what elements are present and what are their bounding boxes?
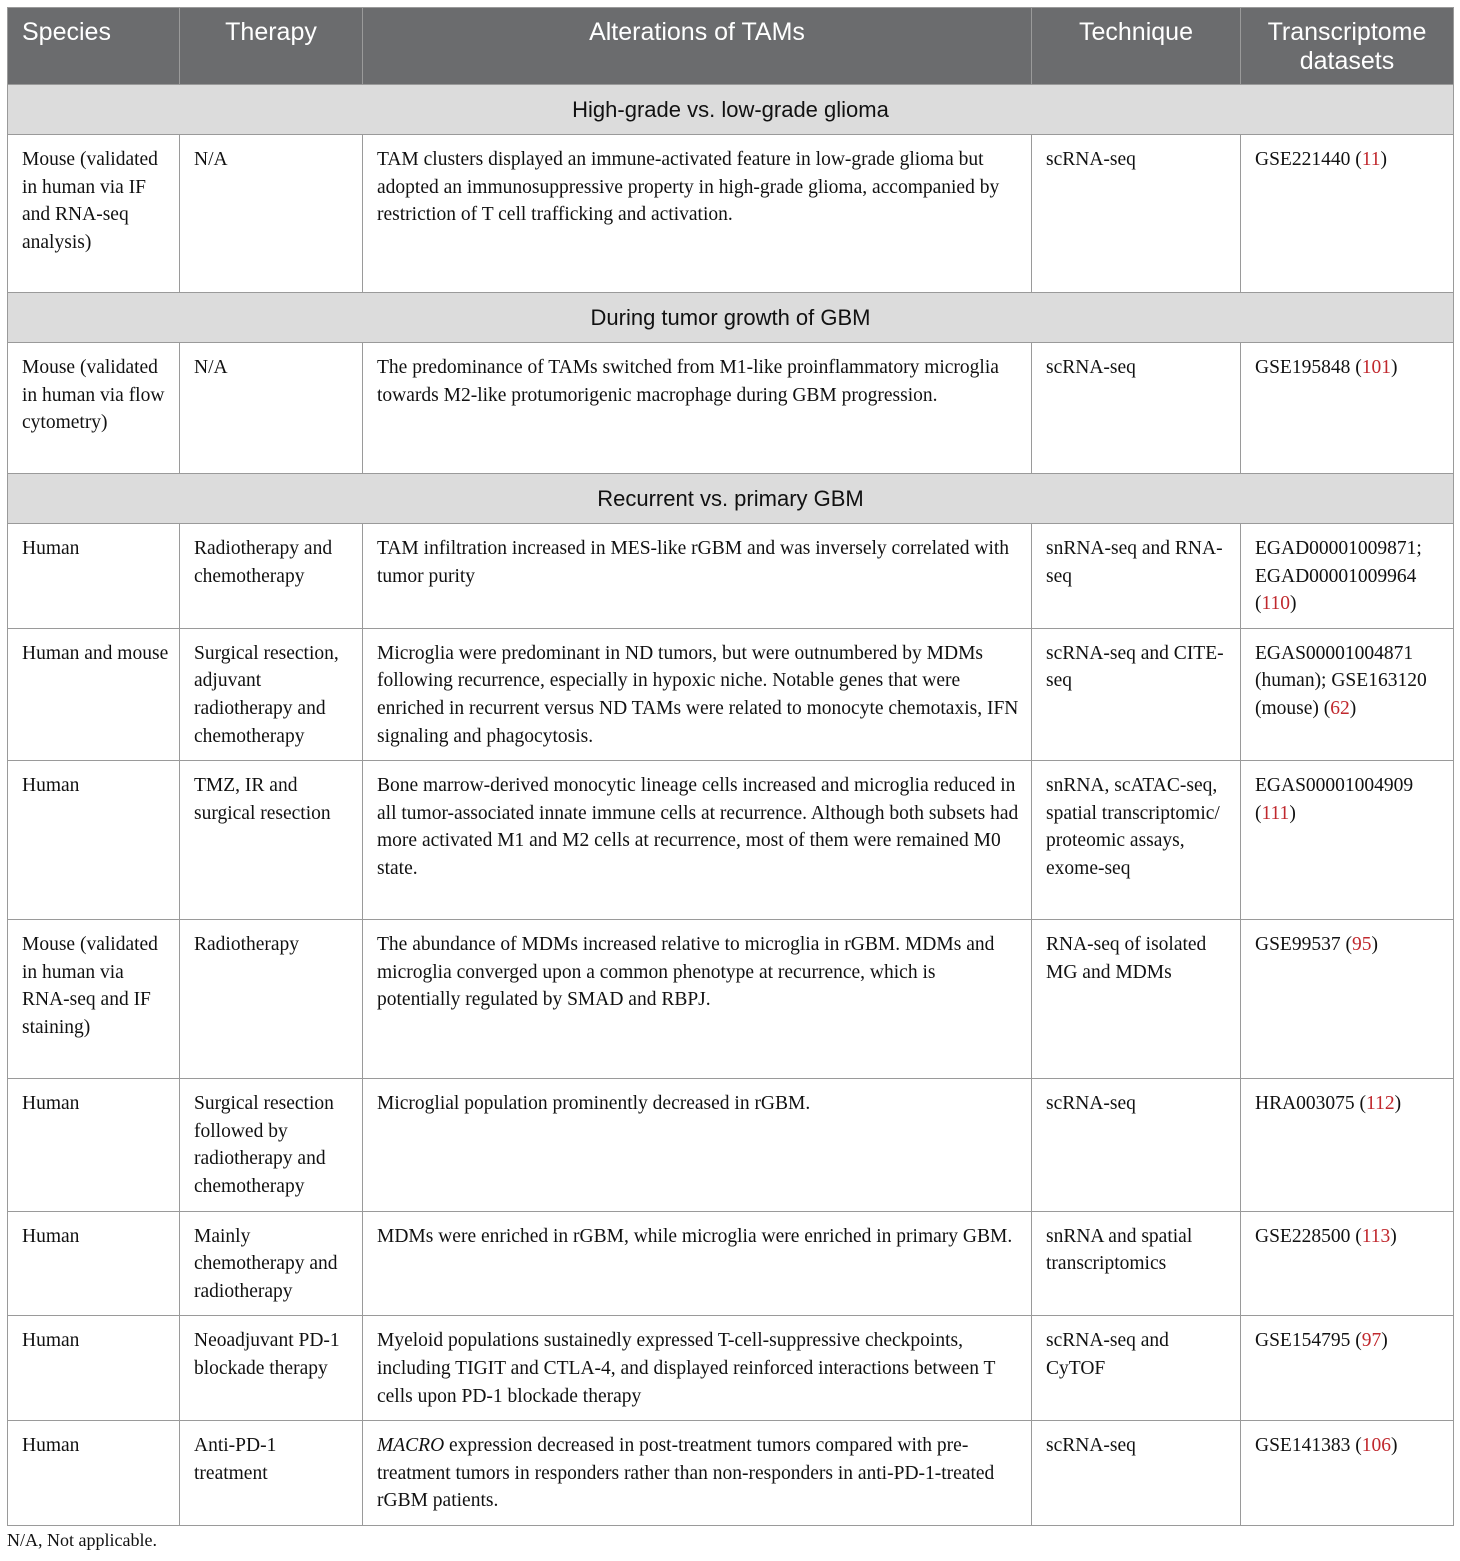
dataset-id: GSE228500 ( (1255, 1225, 1362, 1247)
alteration-cell (363, 1316, 1032, 1421)
table-row (8, 1316, 1454, 1421)
dataset-id: EGAS00001004871 (human); GSE163120 (mouse) ( (1255, 642, 1427, 719)
alteration-cell (363, 1079, 1032, 1211)
dataset-id: EGAD00001009871; EGAD00001009964 ( (1255, 538, 1422, 615)
technique-cell: scRNA-seq (1032, 135, 1241, 293)
species-cell: Human (8, 1421, 180, 1526)
therapy-cell: Radiotherapy (180, 920, 363, 1079)
therapy-cell: Mainly chemotherapy and radiotherapy (180, 1211, 363, 1316)
species-cell: Human (8, 1316, 180, 1421)
alteration-cell (363, 628, 1032, 760)
table-row (8, 343, 1454, 474)
technique-cell: scRNA-seq (1032, 343, 1241, 474)
table-row (8, 761, 1454, 920)
technique-cell: scRNA-seq (1032, 1421, 1241, 1526)
dataset-cell (1241, 135, 1454, 293)
section-row (8, 293, 1454, 343)
dataset-id: HRA003075 ( (1255, 1093, 1367, 1115)
reference-link[interactable]: 112 (1366, 1093, 1395, 1115)
reference-link[interactable]: 113 (1361, 1225, 1391, 1247)
section-row (8, 474, 1454, 524)
dataset-cell (1241, 524, 1454, 629)
alteration-text: MDMs were enriched in rGBM, while microglia were enriched in primary GBM. (377, 1225, 1013, 1247)
dataset-id: GSE99537 ( (1255, 934, 1352, 956)
reference-link[interactable]: 111 (1261, 802, 1290, 824)
dataset-id: GSE195848 ( (1255, 357, 1362, 378)
species-cell: Human (8, 761, 180, 920)
dataset-close: ) (1289, 802, 1296, 824)
table-row (8, 920, 1454, 1079)
dataset-close: ) (1390, 357, 1398, 378)
table-row (8, 135, 1454, 293)
technique-cell: snRNA, scATAC-seq, spatial transcriptomic/ proteomic assays, exome-seq (1032, 761, 1241, 920)
species-cell: Human (8, 524, 180, 629)
reference-link[interactable]: 11 (1361, 149, 1381, 170)
therapy-cell: Neoadjuvant PD-1 blockade therapy (180, 1316, 363, 1421)
therapy-cell: N/A (180, 343, 363, 474)
alteration-text: Microglia were predominant in ND tumors, but were outnumbered by MDMs following recurrence, especially in hypoxic niche. Notable genes that were enriched in recurrent versus ND TAMs were related to monocyte chemotaxis, IFN signaling and phagocytosis. (377, 642, 1019, 747)
dataset-cell (1241, 1316, 1454, 1421)
table-container (7, 7, 1453, 1526)
reference-link[interactable]: 106 (1361, 1435, 1391, 1457)
alteration-text: TAM infiltration increased in MES-like rGBM and was inversely correlated with tumor purity (377, 538, 1010, 587)
technique-cell: scRNA-seq (1032, 1079, 1241, 1211)
technique-cell: scRNA-seq and CyTOF (1032, 1316, 1241, 1421)
dataset-close: ) (1381, 1330, 1388, 1352)
species-cell: Human (8, 1211, 180, 1316)
dataset-cell (1241, 1211, 1454, 1316)
therapy-cell: Surgical resection, adjuvant radiotherapy and chemotherapy (180, 628, 363, 760)
dataset-close: ) (1371, 934, 1378, 956)
table-row (8, 628, 1454, 760)
reference-link[interactable]: 97 (1361, 1330, 1382, 1352)
technique-cell: RNA-seq of isolated MG and MDMs (1032, 920, 1241, 1079)
reference-link[interactable]: 101 (1361, 357, 1391, 378)
alteration-text: Myeloid populations sustainedly expressed T-cell-suppressive checkpoints, including TIGIT and CTLA-4, and displayed reinforced interactions between T cells upon PD-1 blockade therapy (377, 1330, 996, 1407)
dataset-close: ) (1349, 697, 1357, 719)
dataset-close: ) (1394, 1093, 1402, 1115)
alteration-cell (363, 343, 1032, 474)
alteration-cell (363, 1211, 1032, 1316)
therapy-cell: Anti-PD-1 treatment (180, 1421, 363, 1526)
therapy-cell: N/A (180, 135, 363, 293)
technique-cell: scRNA-seq and CITE-seq (1032, 628, 1241, 760)
tam-alterations-table (7, 7, 1454, 1526)
header-row (8, 8, 1454, 85)
dataset-id: GSE154795 ( (1255, 1330, 1362, 1352)
alteration-cell (363, 524, 1032, 629)
section-title: During tumor growth of GBM (8, 293, 1454, 343)
dataset-cell (1241, 1421, 1454, 1526)
reference-link[interactable]: 95 (1351, 934, 1372, 956)
reference-link[interactable]: 110 (1261, 593, 1291, 615)
dataset-close: ) (1380, 149, 1387, 170)
dataset-close: ) (1390, 1435, 1398, 1457)
table-row (8, 1421, 1454, 1526)
header-datasets: Transcriptome datasets (1241, 8, 1454, 85)
dataset-cell (1241, 1079, 1454, 1211)
footnote: N/A, Not applicable. (7, 1530, 157, 1550)
technique-cell: snRNA-seq and RNA-seq (1032, 524, 1241, 629)
alteration-cell (363, 920, 1032, 1079)
alteration-cell (363, 135, 1032, 293)
alteration-text: expression decreased in post-treatment tumors compared with pre-treatment tumors in responders rather than non-responders in anti-PD-1-treated rGBM patients. (377, 1435, 995, 1512)
dataset-close: ) (1390, 1225, 1397, 1247)
species-cell: Human and mouse (8, 628, 180, 760)
therapy-cell: TMZ, IR and surgical resection (180, 761, 363, 920)
species-cell: Human (8, 1079, 180, 1211)
section-row (8, 85, 1454, 135)
alteration-cell (363, 761, 1032, 920)
dataset-id: GSE221440 ( (1255, 149, 1362, 170)
table-row (8, 1211, 1454, 1316)
technique-cell: snRNA and spatial transcriptomics (1032, 1211, 1241, 1316)
species-cell: Mouse (validated in human via RNA-seq and IF staining) (8, 920, 180, 1079)
dataset-id: GSE141383 ( (1255, 1435, 1362, 1457)
header-species: Species (8, 8, 180, 85)
alteration-text: Microglial population prominently decreased in rGBM. (377, 1093, 811, 1115)
dataset-cell (1241, 343, 1454, 474)
alteration-text: Bone marrow-derived monocytic lineage cells increased and microglia reduced in all tumor-associated innate immune cells at recurrence. Although both subsets had more activated M1 and M2 cells at recurrence, most of them were remained M0 state. (377, 775, 1019, 879)
table-row (8, 1079, 1454, 1211)
header-technique: Technique (1032, 8, 1241, 85)
dataset-cell (1241, 761, 1454, 920)
therapy-cell: Surgical resection followed by radiotherapy and chemotherapy (180, 1079, 363, 1211)
dataset-close: ) (1290, 593, 1297, 615)
table-body (8, 85, 1454, 1526)
gene-name: MACRO (377, 1435, 445, 1457)
alteration-text: The predominance of TAMs switched from M1-like proinflammatory microglia towards M2-like protumorigenic macrophage during GBM progression. (377, 357, 999, 406)
reference-link[interactable]: 62 (1330, 697, 1350, 719)
table-row (8, 524, 1454, 629)
dataset-cell (1241, 920, 1454, 1079)
alteration-cell (363, 1421, 1032, 1526)
therapy-cell: Radiotherapy and chemotherapy (180, 524, 363, 629)
alteration-text: TAM clusters displayed an immune-activated feature in low-grade glioma but adopted an immunosuppressive property in high-grade glioma, accompanied by restriction of T cell trafficking and activation. (377, 149, 1000, 226)
section-title: Recurrent vs. primary GBM (8, 474, 1454, 524)
species-cell: Mouse (validated in human via flow cytometry) (8, 343, 180, 474)
header-alterations: Alterations of TAMs (363, 8, 1032, 85)
alteration-text: The abundance of MDMs increased relative to microglia in rGBM. MDMs and microglia converged upon a common phenotype at recurrence, which is potentially regulated by SMAD and RBPJ. (377, 934, 995, 1011)
species-cell: Mouse (validated in human via IF and RNA-seq analysis) (8, 135, 180, 293)
section-title: High-grade vs. low-grade glioma (8, 85, 1454, 135)
header-therapy: Therapy (180, 8, 363, 85)
dataset-id: EGAS00001004909 ( (1255, 775, 1414, 824)
dataset-cell (1241, 628, 1454, 760)
